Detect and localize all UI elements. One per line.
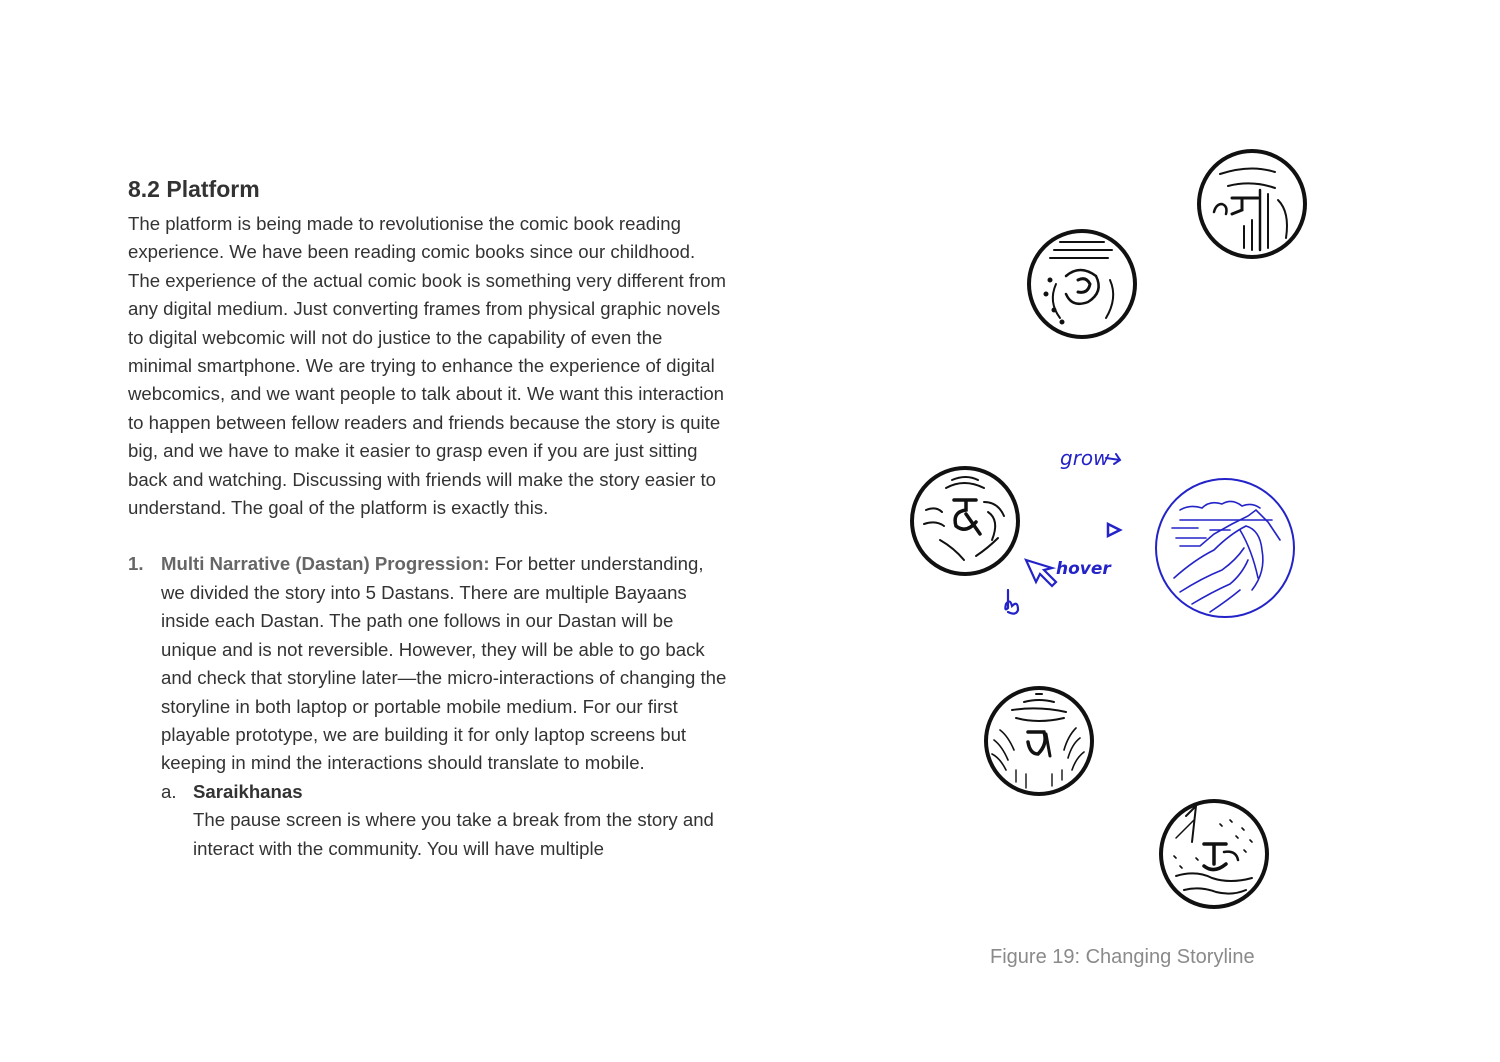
- coin-landscape-sketch: [1156, 479, 1294, 617]
- sub-item-letter: a.: [161, 780, 177, 802]
- numbered-list: [128, 550, 728, 862]
- coin-top-right: [1199, 151, 1305, 257]
- list-item-text: For better understanding, we divided the story into 5 Dastans. There are multiple Bayaans inside each Dastan. The path one follows in our Dastan will be unique and is not reversible. However, they will be able to go back and check that storyline later—the micro-interactions of changing the storyline in both laptop or portable mobile medium. For our first playable prototype, we are building it for only laptop screens but keeping in mind the interactions should translate to mobile.: [161, 553, 727, 774]
- figure-caption: Figure 19: Changing Storyline: [990, 946, 1255, 968]
- sketch-canvas: [880, 130, 1340, 930]
- sub-list-item: [161, 778, 728, 863]
- list-item: [128, 550, 728, 777]
- sub-item-text: The pause screen is where you take a break from the story and interact with the community. You will have multiple: [193, 809, 714, 859]
- coin-lower-middle: [986, 688, 1092, 794]
- list-item-body: [161, 550, 728, 777]
- list-number: 1.: [128, 553, 144, 575]
- hand-pointer-icon: [1005, 590, 1018, 614]
- sub-list: [128, 778, 728, 863]
- sub-item-body: [193, 778, 728, 863]
- coin-bottom-right: [1161, 801, 1267, 907]
- annotation-hover: [1005, 559, 1112, 614]
- annotation-hover-label: hover: [1056, 559, 1111, 579]
- figure-storyline-sketch: [880, 130, 1340, 930]
- annotation-grow-label: grow: [1060, 446, 1110, 470]
- list-item-lead: Multi Narrative (Dastan) Progression:: [161, 553, 490, 575]
- annotation-grow: [1060, 446, 1120, 470]
- section-paragraph: The platform is being made to revolutionise the comic book reading experience. We have been reading comic books since our childhood. The experience of the actual comic book is something very different from any digital medium. Just converting frames from physical graphic novels to digital webcomic will not do justice to the capability of even the minimal smartphone. We are trying to enhance the experience of digital webcomics, and we want people to talk about it. We want this interaction to happen between fellow readers and friends because the story is quite big, and we have to make it easier to grasp even if you are just sitting back and watching. Discussing with friends will make the story easier to understand. The goal of the platform is exactly this.: [128, 213, 727, 519]
- cursor-arrow-icon: [1026, 560, 1056, 586]
- sub-item-title: Saraikhanas: [193, 780, 303, 802]
- section-title: 8.2 Platform: [128, 176, 260, 202]
- coin-middle-left: [912, 468, 1018, 574]
- coin-upper-left: [1029, 231, 1135, 337]
- play-triangle-icon: [1108, 524, 1120, 536]
- text-column: [128, 174, 728, 863]
